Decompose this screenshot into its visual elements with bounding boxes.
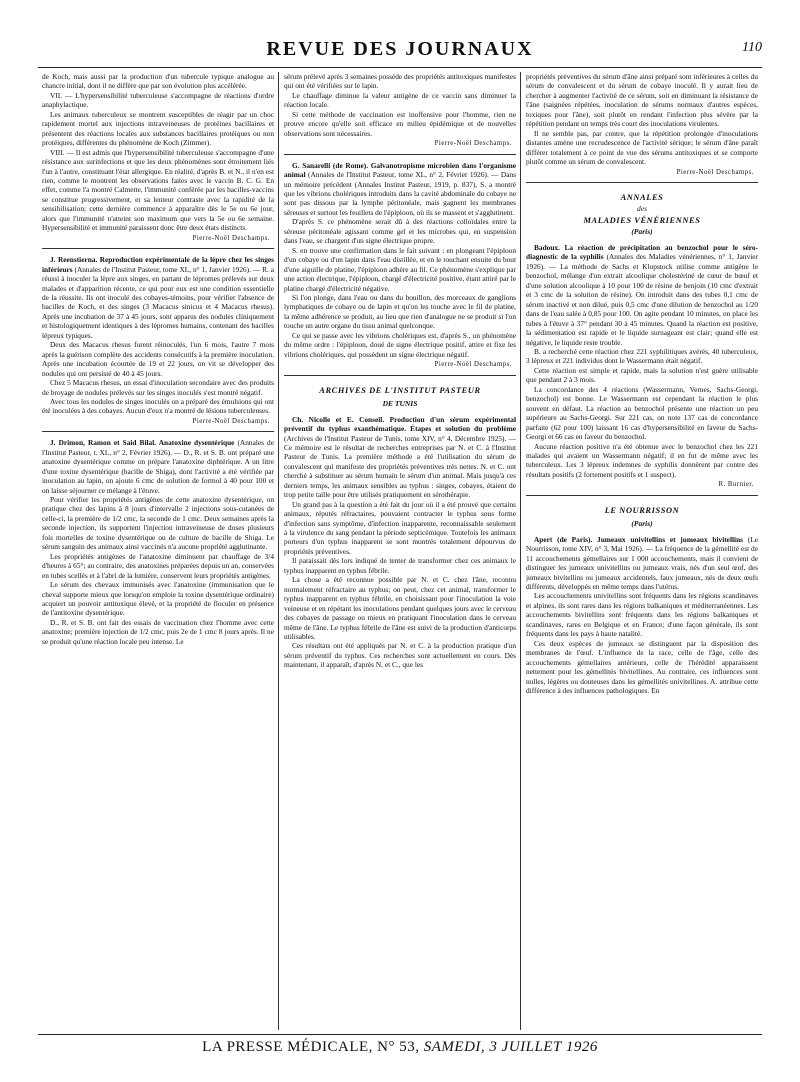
paragraph: Ce qui se passe avec les vibrions cholériques est, d'après S., un phénomène du même ordre : l'épiploon, doué de signe électrique positif, attire et fixe les vibrions cholériques, qui possèdent un signe électrique négatif. — [284, 330, 516, 359]
paragraph: propriétés préventives du sérum d'âne ainsi préparé sont inférieures à celles du sérum de convalescent et du sérum de cobaye inoculé. Il y aurait lieu de chercher à augmenter l'activité de ce sérum, soit en diminuant la résistance de l'âne (saignées répétées, inoculation de sérums normaux d'autres espèces, toxiques pour l'âne), soit plutôt en rendant l'infection plus sévère par la répétition pendant un temps très court des inoculations virulentes. — [526, 72, 758, 129]
article-heading: G. Sanarelli (de Rome). Galvanotropisme microbien dans l'organisme animal — [284, 160, 516, 180]
article-heading: Apert (de Paris). Jumeaux univitellins et jumeaux bivitellins — [534, 534, 744, 544]
article-heading: J. Reenstierna. Reproduction expérimentale de la lèpre chez les singes inférieurs — [42, 255, 274, 274]
section-title: LE NOURRISSON — [604, 505, 680, 515]
section-separator — [526, 495, 758, 496]
paragraph: Pour vérifier les propriétés antigènes de cette anatoxine dysentérique, on pratique chez des lapins à 8 jours d'intervalle 2 injections sous-cutanées de celle-ci, la première de 1/2 cmc, la seconde de 1 cmc. Deux semaines après la seconde injection, ils supportent l'injection intraveineuse de doses plusieurs fois mortelles de toxine dysentérique ou de culture de bacille de Shiga. Le sérum sanguin des animaux ainsi vaccinés n'a aucune propriété agglutinante. — [42, 495, 274, 552]
paragraph: La chose a été reconnue possible par N. et C. chez l'âne, reconnu normalement réfractaire au typhus; on peut, chez cet animal, transformer le typhus inapparent en typhus fébrile, en choisissant pour l'inoculation la voie veineuse et en répétant les inoculations pendant quelques jours avec le cerveau des cobayes de passage ou mieux en pratiquant l'inoculation dans le cerveau même de l'âne. Le typhus fébrile de l'âne est suivi de la production d'anticorps utilisables. — [284, 575, 516, 642]
paragraph: VIII. — Il est admis que l'hypersensibilité tuberculeuse s'accompagne d'une résistance aux surinfections et que les deux phénomènes sont étroitement liés l'un à l'autre, constituant l'état allergique. En réalité, d'après B. et N., il n'en est rien, comme le montrent les observations faites avec le vaccin B. C. G. En effet, comme l'a montré Calmette, l'immunité conférée par les bacilles-vaccins se constitue progressivement, et sa lenteur contraste avec la rapidité de la sensibilisation; cette dernière commence à apparaître dès le 5e ou 6e jour, alors que l'immunité n'atteint son maximum que vers la 5e ou 6e semaine. Hypersensibilité et immunité paraissent donc être deux états distincts. — [42, 147, 274, 233]
running-title: REVUE DES JOURNAUX — [266, 38, 534, 60]
paragraph: Chez 5 Macacus rhesus, un essai d'inoculation secondaire avec des produits de broyage de nodules prélevés sur les singes inoculés s'est montré négatif. — [42, 378, 274, 397]
paragraph: Les animaux tuberculeux se montrent susceptibles de réagir par un choc rapidement mortel aux injections intraveineuses de protéines bacillaires et présentent des réactions locales aux substances bacillaires protéiques ou non protéiques, différentes du phénomène de Koch (Zimmer). — [42, 109, 274, 148]
author-signature: Pierre-Noël Deschamps. — [192, 234, 270, 242]
author-signature: Pierre-Noël Deschamps. — [434, 361, 512, 369]
journal-name: LA PRESSE MÉDICALE, — [202, 1039, 373, 1055]
article-separator — [42, 248, 274, 249]
paragraph: Le sérum des chevaux immunisés avec l'anatoxine (immunisation que le cheval supporte mieux que lorsqu'on emploie la toxine dysentérique ordinaire) acquiert un pouvoir antitoxique élevé, et la propriété de floculer en présence de l'antitoxine dysentérique. — [42, 580, 274, 618]
paragraph: Un grand pas à la question a été fait du jour où il a été prouvé que certains animaux, réputés réfractaires, pouvaient contracter le typhus sous forme d'infection sans symptôme, d'infection inapparente, reconnaissable seulement à la virulence du sang pendant la période septicémique. Toutefois les animaux porteurs d'un typhus inapparent se sont montrés totalement dépourvus de propriétés préventives. — [284, 499, 516, 556]
header-rule — [38, 67, 762, 68]
paragraph: VII. — L'hypersensibilité tuberculeuse s'accompagne de réactions d'ordre anaphylactique. — [42, 90, 274, 110]
paragraph: Aucune réaction positive n'a été obtenue avec le benzochol chez les 221 malades qui avaient un Wassermann négatif; il en fut de même avec les tuberculeux. Les 3 lépreux indemnes de syphilis donnèrent par contre des résultats positifs (2 fortement positifs et 1 suspect). — [526, 441, 758, 479]
paragraph: Si l'on plonge, dans l'eau ou dans du bouillon, des morceaux de ganglions lymphatiques de cobaye ou de lapin et qu'on les touche avec le fil de platine, la même adhérence se produit, au lieu que rien d'analogue ne se produit si l'on touche un autre organe du tissu animal quelconque. — [284, 292, 516, 331]
paragraph: Deux des Macacus rhesus furent réinoculés, l'un 6 mois, l'autre 7 mois après la guérison complète des accidents consécutifs à la première inoculation. Après une incubation écourtée de 19 et 22 jours, on vit se développer des nodules qui ont persisté de 40 à 45 jours. — [42, 340, 274, 378]
section-subtitle: (Paris) — [631, 518, 653, 528]
article-text: (Annales de l'Institut Pasteur, tome XL, n° 1, Janvier 1926). — R. a réussi à inoculer la lèpre aux singes, en partant de lépromes prélevés sur deux malades et d'apparition récente, ce qui pour eux est une condition essentielle de la réussite. Ils ont inoculé des cobayes-témoins, pour vérifier l'absence de bacilles de Koch, et des singes (3 Macacus sinicus et 4 Macacus rhesus). Après une incubation de 37 à 45 jours, sont apparus des nodules cliniquement et histologiquement identiques à des lépromes humains, contenant des bacilles lépreux typiques. — [42, 264, 274, 340]
page-number: 110 — [742, 40, 762, 55]
paragraph: Les accouchements univitellins sont fréquents dans les régions scandinaves et alpines, ils sont rares dans les régions balkaniques et méditerranéennes. Les accouchements bivitellins sont fréquents dans les régions balkaniques et scandinaves, rares en Belgique et en France; d'une façon générale, ils sont fréquents dans les pays à haute natalité. — [526, 591, 758, 639]
article — [284, 161, 516, 218]
column-3 — [526, 72, 758, 1032]
page-footer — [38, 1034, 762, 1056]
article-text: (Archives de l'Institut Pasteur de Tunis, tome XIV, n° 4, Décembre 1925). — Ce mémoire est le résultat de recherches entreprises par N. et C. à l'Institut Pasteur de Tunis. La première méthode a été l'utilisation du sérum de convalescent qui manifeste des propriétés préventives très nettes. N. et C. ont cherché à substituer au sérum humain le sérum d'un animal. Mais jusqu'à ces derniers temps, les animaux sensibles au typhus : singes, cobayes, étaient de trop petite taille pour être utilisés pratiquement en sérothérapie. — [284, 433, 516, 500]
paragraph: D., R. et S. B. ont fait des essais de vaccination chez l'homme avec cette anatoxine; première injection de 1/2 cmc, puis 2e de 1 cmc 8 jours après. Il ne se produit qu'une réaction locale peu intense. Le — [42, 617, 274, 646]
paragraph: B. a recherché cette réaction chez 221 syphilitiques avérés, 40 tuberculeux, 3 lépreux et 221 individus dont le Wassermann était négatif. — [526, 346, 758, 366]
author-signature: Pierre-Noël Deschamps. — [192, 417, 270, 425]
article — [526, 243, 758, 347]
article-separator — [284, 154, 516, 155]
issue-date: SAMEDI, 3 JUILLET 1926 — [423, 1039, 598, 1055]
paragraph: S. en trouve une confirmation dans le fait suivant : en plongeant l'épiploon d'un cobaye ou d'un lapin dans l'eau distillée, et en le touchant ensuite du bout d'une aiguille de platine, l'épiploon adhère au fil. Ce phénomène s'explique par une action électrique, l'épiploon, chargé d'électricité positive, étant attiré par le platine chargé d'électricité négative. — [284, 245, 516, 293]
paragraph: Il ne semble pas, par contre, que la répétition prolongée d'inoculations distantes amène une recrudescence de l'activité sérique; le sérum d'âne paraît différer totalement à ce point de vue des sérums antitoxiques et se comporte plutôt comme un sérum de convalescent. — [526, 128, 758, 167]
paragraph: Le chauffage diminue la valeur antigène de ce vaccin sans diminuer la réaction locale. — [284, 90, 516, 110]
section-subtitle: DE TUNIS — [382, 398, 418, 408]
paragraph: de Koch, mais aussi par la production d'un tubercule typique analogue au chancre initial, dont il ne diffère que par son évolution plus accélérée. — [42, 72, 274, 91]
article-heading: J. Drimon, Ramon et Said Bilal. Anatoxine dysentérique — [50, 438, 235, 448]
article-separator — [42, 431, 274, 432]
section-separator — [284, 375, 516, 376]
paragraph: Ces deux espèces de jumeaux se distinguent par la disposition des membranes de l'œuf. L'influence de la race, celle de l'âge, celle des accouchements gémellaires antérieurs, celle de l'hérédité apparaissent nettement pour les gémellités bivitellines. Au contraire, ces influences sont nulles, légères ou douteuses dans les gémellités univitellines. A. attribue cette différence à des influences pathologiques. En — [526, 638, 758, 696]
article-heading: Ch. Nicolle et E. Conseil. Production d'un sérum expérimental préventif du typhus exanthématique. Étapes et solution du problème — [284, 414, 516, 434]
section-separator — [526, 182, 758, 183]
article — [42, 255, 274, 340]
paragraph: Cette réaction est simple et rapide, mais la solution n'est guère utilisable que pendant 2 à 3 mois. — [526, 365, 758, 385]
paragraph: D'après S. ce phénomène serait dû à des réactions colloïdales entre la séreuse péritonéale agissant comme gel et les microbes qui, en suspension dans l'eau, se chargent d'un signe électrique propre. — [284, 217, 516, 246]
paragraph: Il paraissait dès lors indiqué de tenter de transformer chez ces animaux le typhus inapparent en typhus fébrile. — [284, 556, 516, 575]
section-title-connector: des — [637, 203, 647, 213]
article-text: (Annales de l'Institut Pasteur, t. XL, n° 2, Février 1926). — D., R. et S. B. ont préparé une anatoxine dysentérique comme on prépare l'anatoxine diphtérique. A un litre d'une toxine dysentérique (bacille de Shiga), dont l'activité a été vérifiée par inoculation au lapin, on ajoute 6 cmc de solution de formol à 40 pour 100 et on laisse séjourner ce mélange à l'étuve. — [42, 438, 274, 495]
paragraph: sérum prélevé après 3 semaines possède des propriétés antitoxiques manifestes qui ont été vérifiées sur le lapin. — [284, 72, 516, 91]
section-subtitle: (Paris) — [631, 226, 653, 236]
text-columns — [42, 72, 760, 1032]
section-title: ARCHIVES DE L'INSTITUT PASTEUR — [319, 385, 481, 395]
paragraph: Ces résultats ont été appliqués par N. et C. à la production pratique d'un sérum préventif du typhus. Ces recherches sont actuellement en cours. Dès maintenant, il apparaît, d'après N. et C., que les — [284, 641, 516, 670]
section-title: ANNALES — [620, 192, 664, 202]
footer-line — [38, 1039, 762, 1056]
article — [284, 415, 516, 500]
author-signature: Pierre-Noël Deschamps. — [434, 140, 512, 148]
author-signature: Pierre-Noël Deschamps. — [676, 168, 754, 176]
section-title: MALADIES VÉNÉRIENNES — [583, 215, 701, 225]
article — [526, 535, 758, 592]
article-text: (Le Nourrisson, tome XIV, n° 3, Mai 1926). — La fréquence de la gémellité est de 11 accouchements gémellaires sur 1 000 accouchements, mais il convient de distinguer les jumeaux univitellins ou jumeaux vrais, nés d'un seul œuf, des jumeaux bivitellins ou jumeaux accidentels, faux jumeaux, nés de deux œufs différents, développés en même temps dans l'utérus. — [526, 534, 758, 592]
paragraph: Avec tous les nodules de singes inoculés on a préparé des émulsions qui ont été inoculées à des cobayes. Aucun d'eux n'a montré de lésions tuberculeuses. — [42, 396, 274, 416]
column-1 — [42, 72, 274, 1032]
author-signature: R. Burnier. — [718, 481, 754, 489]
article-heading: Badoux. La réaction de précipitation au benzochol pour le séro-diagnostic de la syphilis — [526, 242, 758, 262]
article-text: (Annales des Maladies vénériennes, n° 1, Janvier 1926). — La méthode de Sachs et Klopstock utilise comme antigène le benzochol, mélange d'un extrait alcoolique cholestériné de cœur de bœuf et d'une solution alcoolique à 10 pour 100 de résine de benjoin (10 cmc d'extrait et 3 cmc de la solution de résine). On introduit dans des tubes 0,1 cmc de sérum inactivé et non dilué, puis 0,5 cmc d'une dilution de benzochol au 1/20 dans de l'eau salée à 0,85 pour 100. On agite pendant 10 minutes, on place les tubes à l'étuve à 37° pendant 30 à 45 minutes. Quand la réaction est positive, la sédimentation est rapide et le liquide surnageant est clair; quand elle est négative, le liquide reste trouble. — [526, 252, 758, 347]
paragraph: La concordance des 4 réactions (Wassermann, Vernes, Sachs-Georgi, benzochol) est bonne. Le Wassermann est cependant la réaction le plus souvent en défaut. La réaction au benzochol présente une réaction un peu supérieure au Sachs-Georgi. Sur 221 cas, on note 137 cas de concordance parfaite (62 pour 100) laissant 16 cas d'hypersensibilité en faveur du Sachs-Georgi et 66 cas en faveur du benzochol. — [526, 384, 758, 442]
footer-rule — [38, 1034, 762, 1035]
paragraph: Si cette méthode de vaccination est inoffensive pour l'homme, rien ne prouve encore qu'elle soit efficace en milieu épidémique et de nouvelles observations sont nécessaires. — [284, 109, 516, 138]
column-2 — [284, 72, 516, 1032]
article-text: (Annales de l'Institut Pasteur, tome XL, n° 2, Février 1926). — Dans un mémoire précédent (Annales Institut Pasteur, 1919, p. 837), S. a montré que les vibrions cholériques introduits dans la cavité abdominale du cobaye ne sont pas dissous par la lymphe péritonéale, mais gagnent les membranes séreuses et surtout les feuillets de l'épiploon, où ils se massent et s'agglutinent. — [284, 170, 516, 217]
article — [42, 438, 274, 495]
issue-number: N° 53, — [377, 1039, 420, 1055]
page-header — [38, 30, 762, 68]
paragraph: Les propriétés antigènes de l'anatoxine diminuent par chauffage de 3/4 d'heures à 65°; au contraire, des anatoxines préparées depuis un an, conservées en tubes scellés et à l'abri de la lumière, conservent leurs propriétés antigènes. — [42, 551, 274, 580]
